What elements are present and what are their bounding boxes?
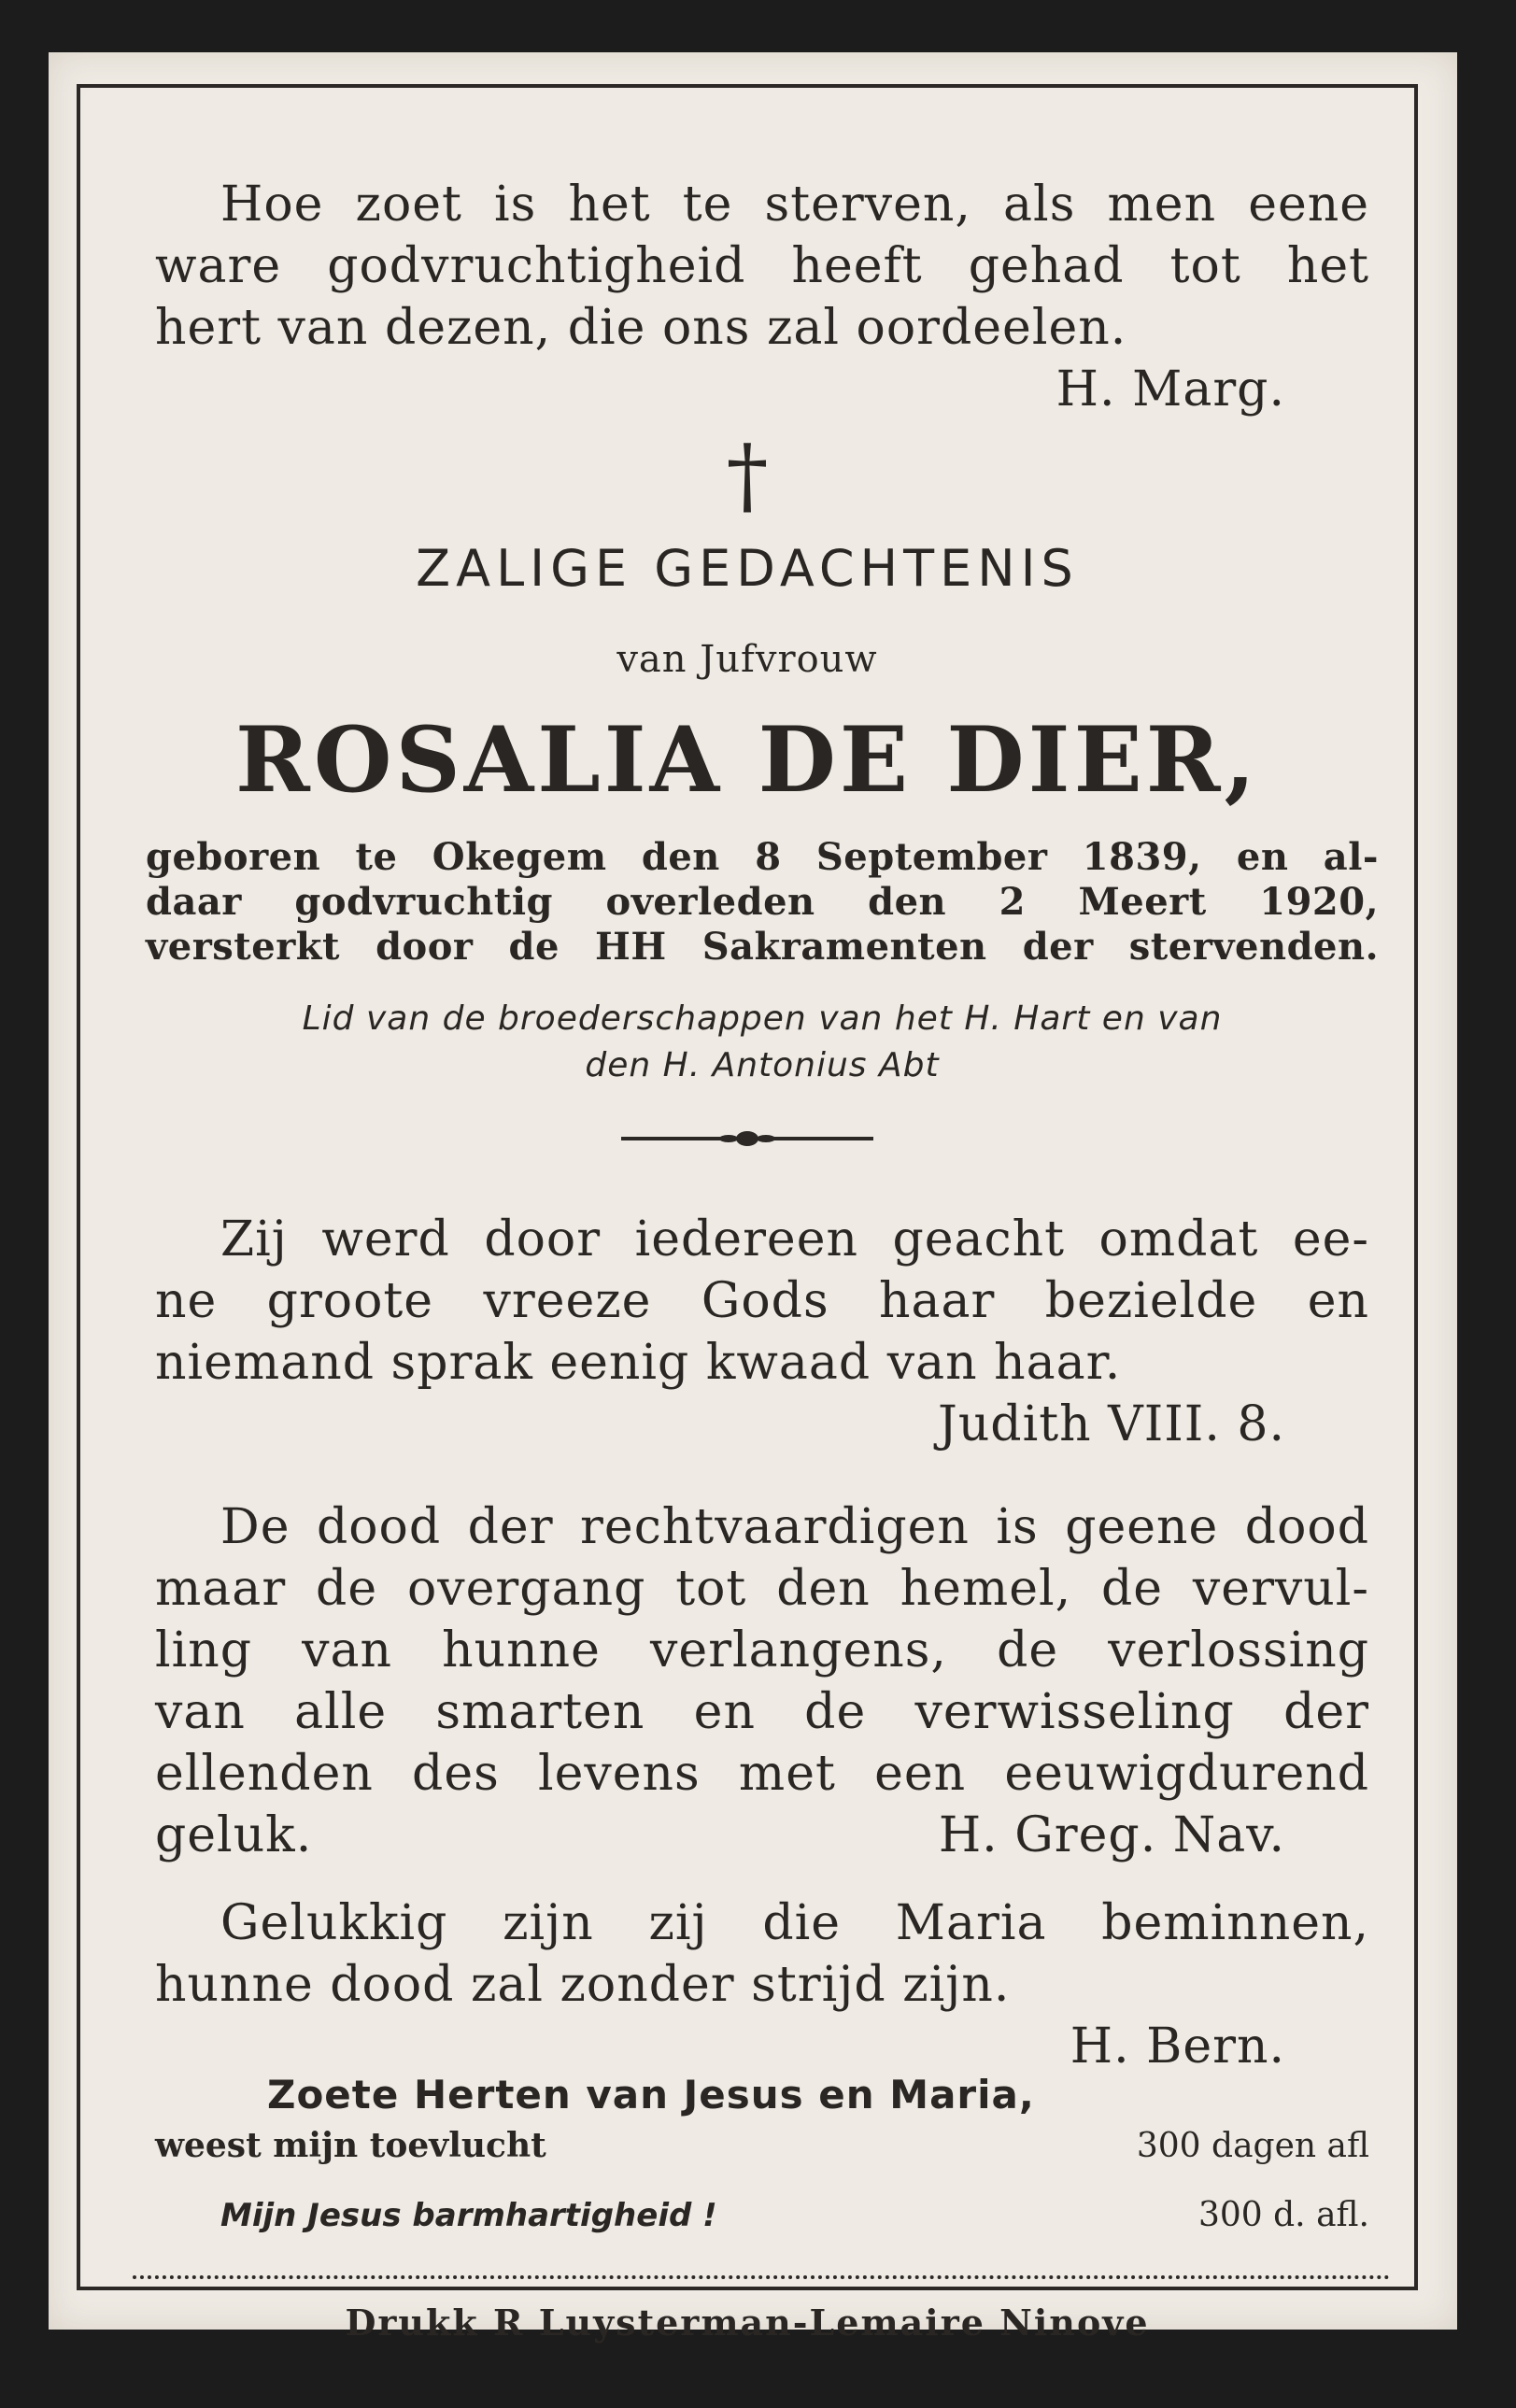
quote-gregory [155,1496,1369,1866]
quote-source: H. Marg. [1056,361,1285,418]
membership-line: Lid van de broederschappen van het H. Hart en van [302,999,1223,1038]
quote-line: niemand sprak eenig kwaad van haar. [155,1335,1122,1391]
quote-source: H. Bern. [1070,2018,1285,2075]
quote-line: geluk. [155,1807,313,1863]
bio-line: daar godvruchtig overleden den 2 Meert 1920, [146,880,1379,924]
quote-line: hert van dezen, die ons zal oordeelen. [155,300,1127,356]
quote-line: ware godvruchtigheid heeft gehad tot het [155,238,1369,294]
divider-ornament-icon [80,1125,1414,1153]
prayer-row [155,2192,1369,2239]
bio-line: geboren te Okegem den 8 September 1839, en al- [146,835,1379,879]
memorial-card [49,52,1457,2344]
dotted-rule [133,2275,1390,2279]
indulgence-prayers [155,2068,1369,2239]
quote-line: maar de overgang tot den hemel, de vervul- [155,1561,1369,1617]
card-border [77,84,1418,2344]
cross-icon: † [726,427,769,525]
printer-credit: Drukk R Luysterman-Lemaire Ninove [345,2302,1150,2344]
quote-line: ling van hunne verlangens, de verlossing [155,1622,1369,1679]
quote-line: ellenden des levens met een eeuwigdurend [155,1746,1369,1802]
deceased-name: ROSALIA DE DIER, [235,707,1259,813]
quote-line: Hoe zoet is het te sterven, als men eene [220,177,1369,233]
quote-source: H. Greg. Nav. [938,1807,1285,1863]
quote-bernard [155,1892,1369,2077]
membership-line: den H. Antonius Abt [585,1046,940,1084]
quote-line: ne groote vreeze Gods haar bezielde en [155,1273,1369,1329]
opening-quote [155,174,1369,420]
indulgence: 300 dagen afl [1136,2127,1369,2165]
quote-source: Judith VIII. 8. [937,1396,1285,1452]
prayer-line: weest mijn toevlucht [155,2126,546,2165]
prayer-line: Zoete Herten van Jesus en Maria, [267,2072,1035,2118]
quote-line: Zij werd door iedereen geacht omdat ee- [220,1211,1369,1268]
memorial-heading: ZALIGE GEDACHTENIS [416,539,1079,598]
quote-line: Gelukkig zijn zij die Maria beminnen, [220,1895,1369,1951]
biography [146,835,1379,970]
indulgence: 300 d. afl. [1197,2196,1369,2234]
prayer-line: Mijn Jesus barmhartigheid ! [220,2197,717,2234]
quote-judith [155,1209,1369,1455]
quote-line: van alle smarten en de verwisseling der [155,1684,1369,1740]
quote-line: hunne dood zal zonder strijd zijn. [155,1957,1011,2013]
bio-line: versterkt door de HH Sakramenten der stervenden. [146,925,1379,969]
prayer-row [155,2122,1369,2170]
quote-line: De dood der rechtvaardigen is geene dood [220,1499,1369,1555]
membership [155,996,1369,1089]
title-of-deceased: van Jufvrouw [616,638,878,681]
